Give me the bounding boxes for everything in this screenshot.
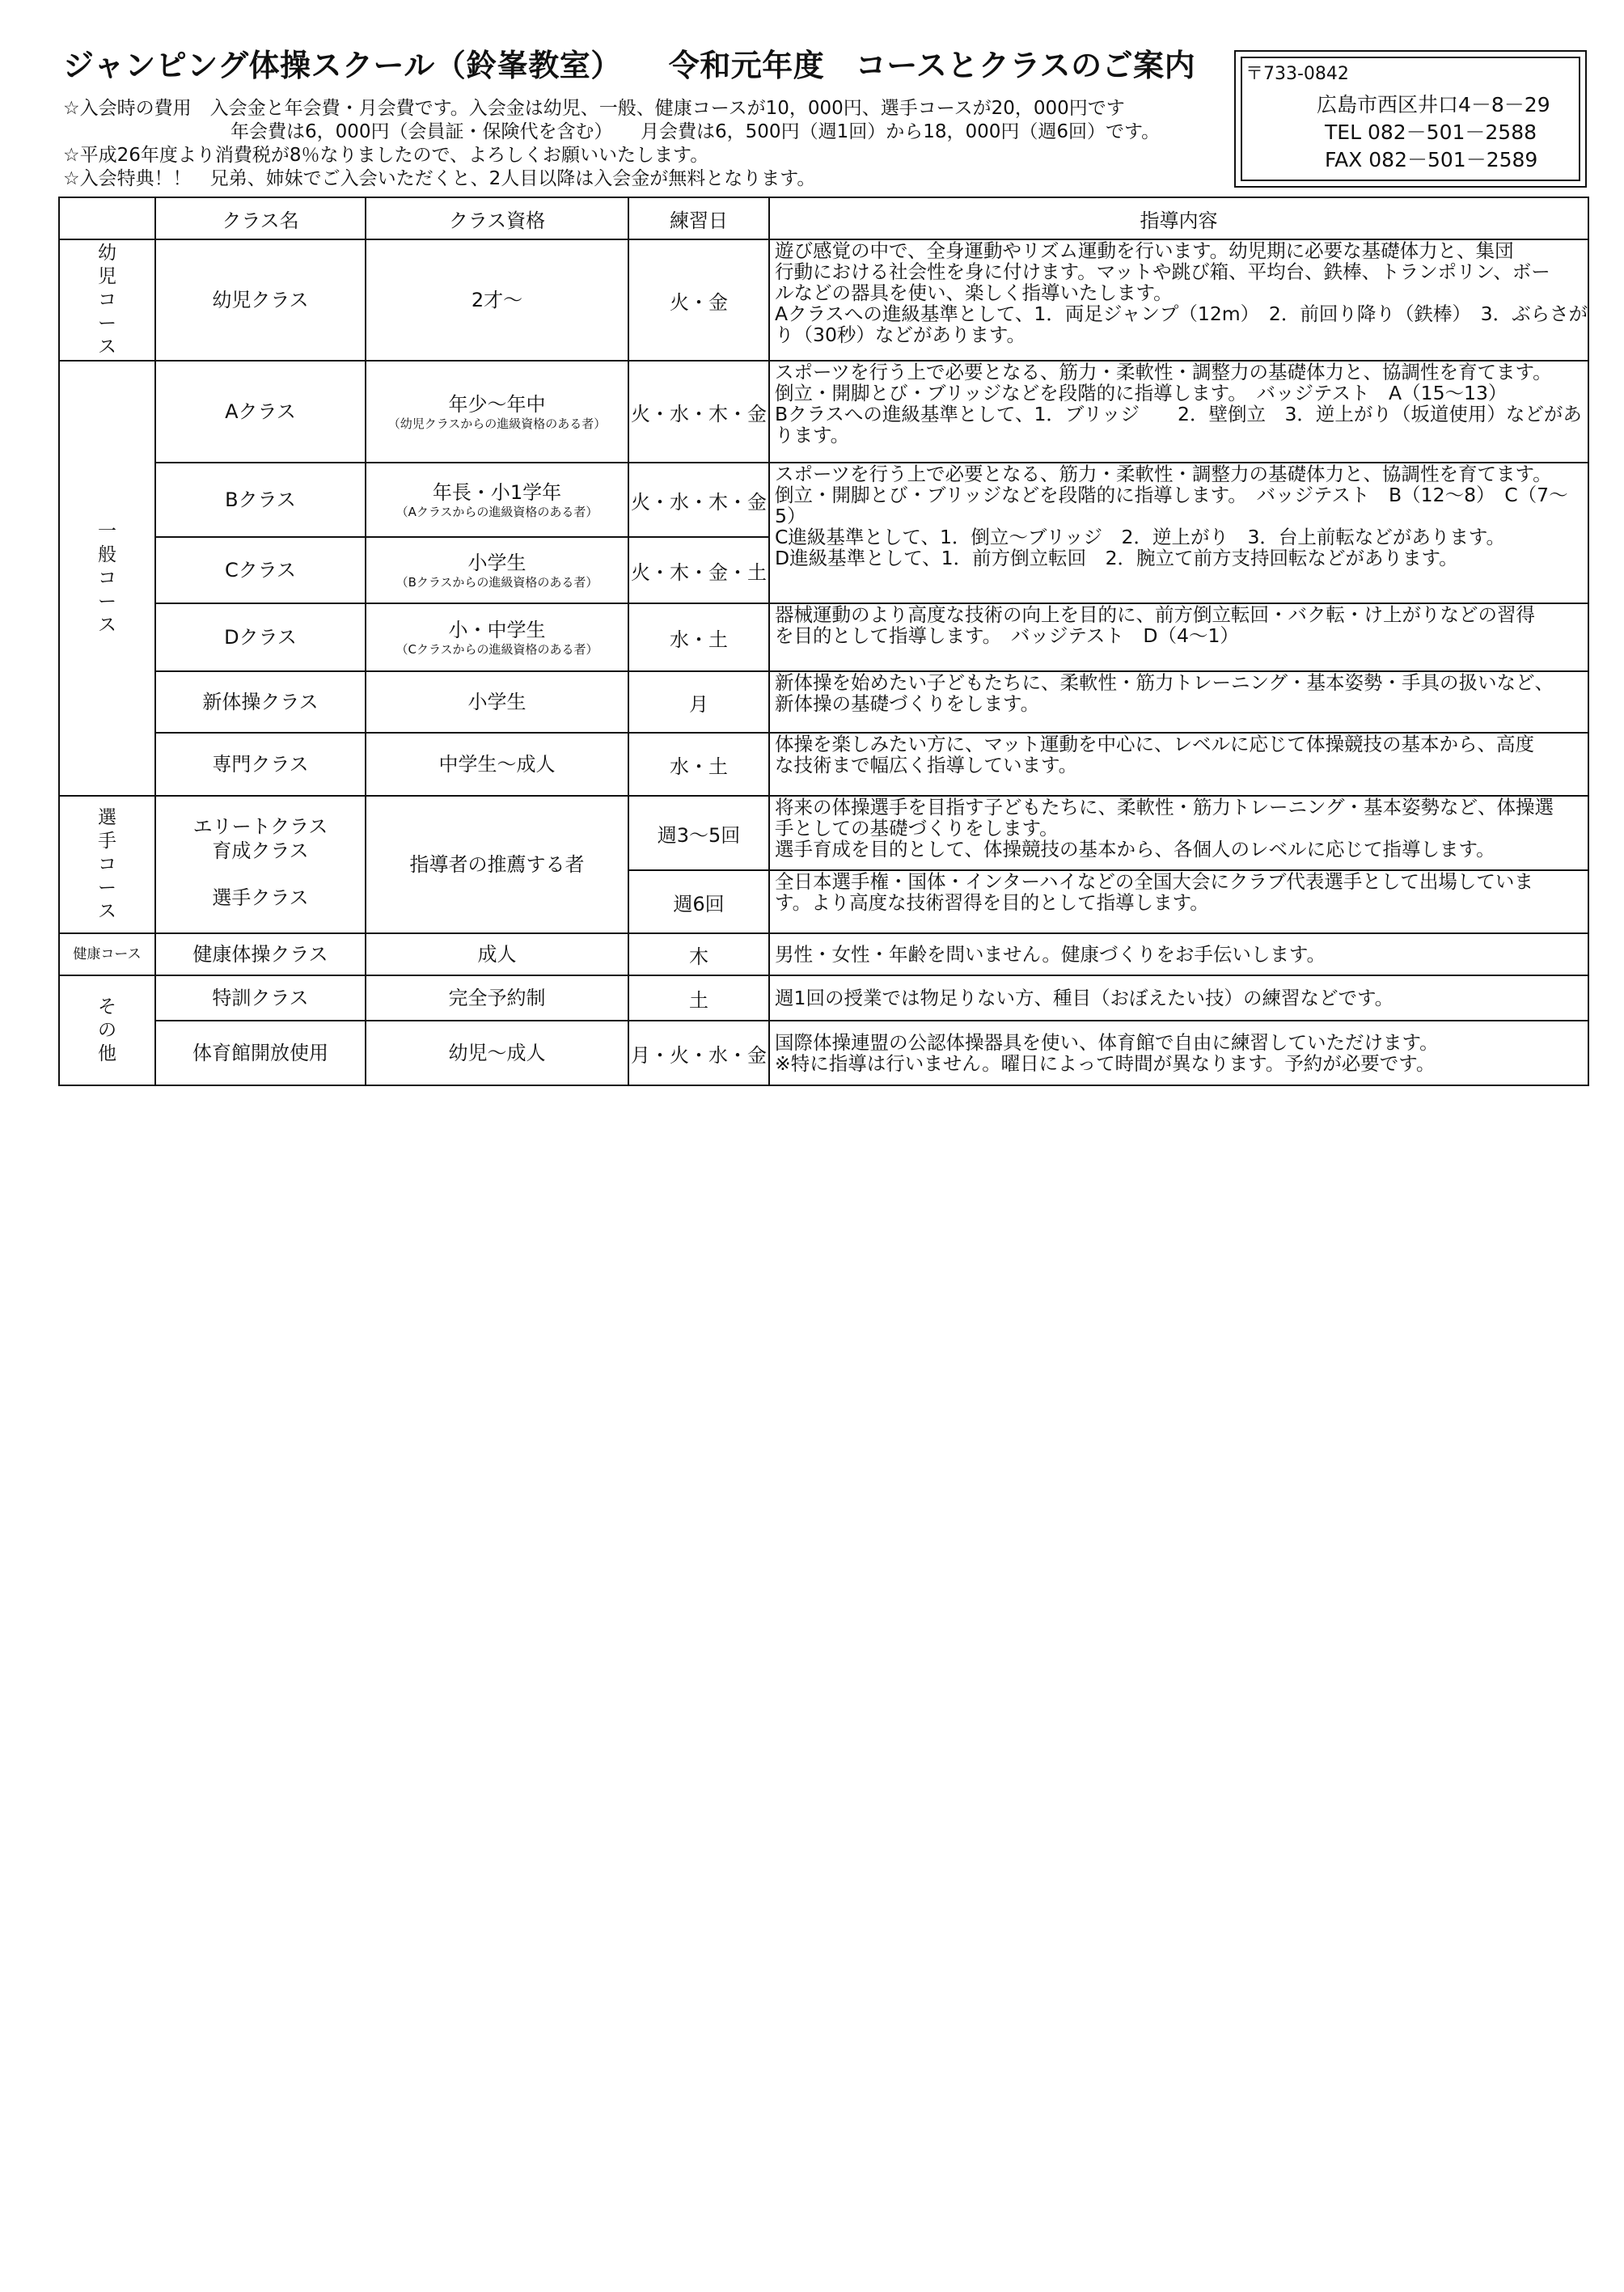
class-qualification: 年長・小1学年 （Aクラスからの進級資格のある者）: [366, 463, 628, 537]
class-content: 男性・女性・年齢を問いません。健康づくりをお手伝いします。: [769, 933, 1588, 975]
table-row: [59, 1021, 1588, 1085]
table-row: [59, 603, 1588, 671]
class-content: スポーツを行う上で必要となる、筋力・柔軟性・調整力の基礎体力と、協調性を育てます。 倒立・開脚とび・ブリッジなどを段階的に指導します。 バッジテスト A（15～13） Bクラスへの進級基準として、1．ブリッジ 2．壁倒立 3．逆上がり（坂道使用）などがあ ります。: [769, 361, 1588, 463]
practice-days: 月: [628, 671, 769, 733]
class-name: 健康体操クラス: [155, 933, 366, 975]
class-content: スポーツを行う上で必要となる、筋力・柔軟性・調整力の基礎体力と、協調性を育てます。 倒立・開脚とび・ブリッジなどを段階的に指導します。 バッジテスト B（12～8） C（7～ 5） C進級基準として、1．倒立～ブリッジ 2．逆上がり 3．台上前転などがあります。 D進級基準として、1．前方倒立転回 2．腕立て前方支持回転などがあります。: [769, 463, 1588, 603]
table-row: [59, 463, 1588, 537]
table-row: [59, 733, 1588, 796]
class-content: 体操を楽しみたい方に、マット運動を中心に、レベルに応じて体操競技の基本から、高度 な技術まで幅広く指導しています。: [769, 733, 1588, 796]
practice-days: 火・金: [628, 239, 769, 361]
class-qualification: 小・中学生 （Cクラスからの進級資格のある者）: [366, 603, 628, 671]
header-class-name: クラス名: [155, 197, 366, 239]
practice-days: 火・木・金・土: [628, 537, 769, 603]
practice-days: 週6回: [628, 870, 769, 933]
table-row: [59, 975, 1588, 1021]
table-row: [59, 933, 1588, 975]
practice-days: 火・水・木・金: [628, 463, 769, 537]
header-practice-days: 練習日: [628, 197, 769, 239]
class-qualification: 2才～: [366, 239, 628, 361]
practice-days: 週3～5回: [628, 796, 769, 870]
class-name: Dクラス: [155, 603, 366, 671]
course-table: [58, 197, 1589, 1086]
practice-days: 月・火・水・金: [628, 1021, 769, 1085]
header-content: 指導内容: [769, 197, 1588, 239]
practice-days: 土: [628, 975, 769, 1021]
fee-notes: [63, 97, 1160, 191]
practice-days: 水・土: [628, 603, 769, 671]
class-qualification: 小学生 （Bクラスからの進級資格のある者）: [366, 537, 628, 603]
course-athlete: 選 手 コ ー ス: [59, 796, 155, 933]
table-row: [59, 796, 1588, 870]
table-row: [59, 361, 1588, 463]
practice-days: 木: [628, 933, 769, 975]
class-content: 国際体操連盟の公認体操器具を使い、体育館で自由に練習していただけます。 ※特に指導は行いません。曜日によって時間が異なります。予約が必要です。: [769, 1021, 1588, 1085]
class-name: 新体操クラス: [155, 671, 366, 733]
class-name: Aクラス: [155, 361, 366, 463]
class-content: 将来の体操選手を目指す子どもたちに、柔軟性・筋力トレーニング・基本姿勢など、体操選 手としての基礎づくりをします。 選手育成を目的として、体操競技の基本から、各個人のレベルに応じて指導します。: [769, 796, 1588, 870]
course-kids: 幼 児 コ ー ス: [59, 239, 155, 361]
class-name: 幼児クラス: [155, 239, 366, 361]
practice-days: 火・水・木・金: [628, 361, 769, 463]
class-content: 遊び感覚の中で、全身運動やリズム運動を行います。幼児期に必要な基礎体力と、集団 行動における社会性を身に付けます。マットや跳び箱、平均台、鉄棒、トランポリン、ボー ルなどの器具を使い、楽しく指導いたします。 Aクラスへの進級基準として、1．両足ジャンプ（12m） 2．前回り降り（鉄棒） 3．ぶらさが り（30秒）などがあります。: [769, 239, 1588, 361]
course-general: 一 般 コ ー ス: [59, 361, 155, 796]
header-course: [59, 197, 155, 239]
class-name: Cクラス: [155, 537, 366, 603]
class-qualification: 完全予約制: [366, 975, 628, 1021]
class-qualification: 指導者の推薦する者: [366, 796, 628, 933]
class-qualification: 年少～年中 （幼児クラスからの進級資格のある者）: [366, 361, 628, 463]
class-name-athlete-group: エリートクラス 育成クラス 選手クラス: [155, 796, 366, 933]
table-row: [59, 239, 1588, 361]
address-box: [1234, 50, 1587, 188]
table-row: [59, 671, 1588, 733]
class-name: Bクラス: [155, 463, 366, 537]
fax: FAX 082－501－2589: [1325, 148, 1538, 171]
practice-days: 水・土: [628, 733, 769, 796]
street-address: 広島市西区井口4－8－29: [1317, 93, 1550, 116]
header-class-qualification: クラス資格: [366, 197, 628, 239]
class-qualification: 小学生: [366, 671, 628, 733]
class-qualification: 成人: [366, 933, 628, 975]
class-qualification: 幼児～成人: [366, 1021, 628, 1085]
table-header-row: [59, 197, 1588, 239]
note-line: ☆入会特典！！ 兄弟、姉妹でご入会いただくと、2人目以降は入会金が無料となります。: [63, 168, 816, 189]
course-health: 健康コース: [59, 933, 155, 975]
note-line: 年会費は6，000円（会員証・保険代を含む） 月会費は6，500円（週1回）から18，000円（週6回）です。: [63, 121, 1161, 142]
note-line: ☆平成26年度より消費税が8％なりましたので、よろしくお願いいたします。: [63, 145, 709, 166]
course-other: そ の 他: [59, 975, 155, 1085]
postal-code: 〒733-0842: [1245, 64, 1349, 84]
class-name: 体育館開放使用: [155, 1021, 366, 1085]
class-content: 器械運動のより高度な技術の向上を目的に、前方倒立転回・バク転・け上がりなどの習得 を目的として指導します。 バッジテスト D（4～1）: [769, 603, 1588, 671]
class-qualification: 中学生～成人: [366, 733, 628, 796]
class-content: 週1回の授業では物足りない方、種目（おぼえたい技）の練習などです。: [769, 975, 1588, 1021]
note-line: ☆入会時の費用 入会金と年会費・月会費です。入会金は幼児、一般、健康コースが10，000円、選手コースが20，000円です: [63, 98, 1125, 119]
class-name: 特訓クラス: [155, 975, 366, 1021]
class-content: 新体操を始めたい子どもたちに、柔軟性・筋力トレーニング・基本姿勢・手具の扱いなど、 新体操の基礎づくりをします。: [769, 671, 1588, 733]
class-content: 全日本選手権・国体・インターハイなどの全国大会にクラブ代表選手として出場していま す。より高度な技術習得を目的として指導します。: [769, 870, 1588, 933]
telephone: TEL 082－501－2588: [1325, 121, 1537, 144]
class-name: 専門クラス: [155, 733, 366, 796]
page-title: ジャンピング体操スクール（鈴峯教室） 令和元年度 コースとクラスのご案内: [63, 48, 1196, 83]
